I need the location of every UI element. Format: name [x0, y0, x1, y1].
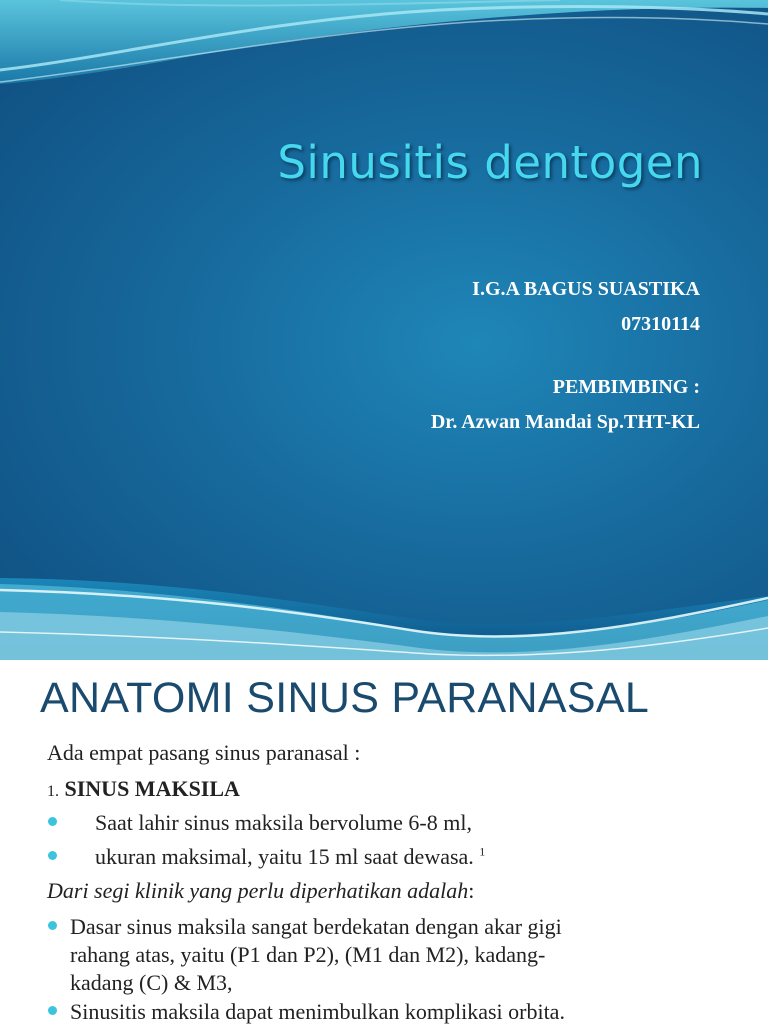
- list-item: Saat lahir sinus maksila bervolume 6-8 ml,: [95, 810, 472, 835]
- clinical-heading: [47, 878, 474, 904]
- section-heading: [47, 776, 240, 802]
- bullet-icon: [48, 817, 57, 826]
- intro-text: Ada empat pasang sinus paranasal :: [47, 740, 361, 765]
- supervisor-label: PEMBIMBING :: [552, 376, 700, 398]
- anatomy-slide: [0, 660, 768, 1024]
- author-name: I.G.A BAGUS SUASTIKA: [472, 278, 700, 300]
- bullet-icon: [48, 921, 57, 930]
- section-number: 1.: [47, 783, 59, 800]
- footnote-ref: 1: [479, 844, 486, 859]
- student-id: 07310114: [621, 313, 700, 335]
- supervisor-name: Dr. Azwan Mandai Sp.THT-KL: [430, 411, 700, 433]
- list-item: Dasar sinus maksila sangat berdekatan dengan akar gigi: [70, 914, 562, 939]
- list-item-continuation: rahang atas, yaitu (P1 dan P2), (M1 dan M2), kadang-: [70, 942, 546, 967]
- list-item: [95, 844, 485, 870]
- section-title: SINUS MAKSILA: [64, 776, 240, 801]
- bullet-icon: [48, 851, 57, 860]
- clinical-colon: :: [468, 878, 475, 903]
- slide-title: Sinusitis dentogen: [277, 136, 703, 189]
- list-item-continuation: kadang (C) & M3,: [70, 970, 233, 995]
- bullet-icon: [48, 1006, 57, 1015]
- clinical-heading-text: Dari segi klinik yang perlu diperhatikan adalah: [47, 878, 469, 903]
- slide-title: ANATOMI SINUS PARANASAL: [40, 674, 650, 722]
- list-item-text: ukuran maksimal, yaitu 15 ml saat dewasa.: [95, 844, 474, 869]
- list-item: Sinusitis maksila dapat menimbulkan komplikasi orbita.: [70, 999, 565, 1024]
